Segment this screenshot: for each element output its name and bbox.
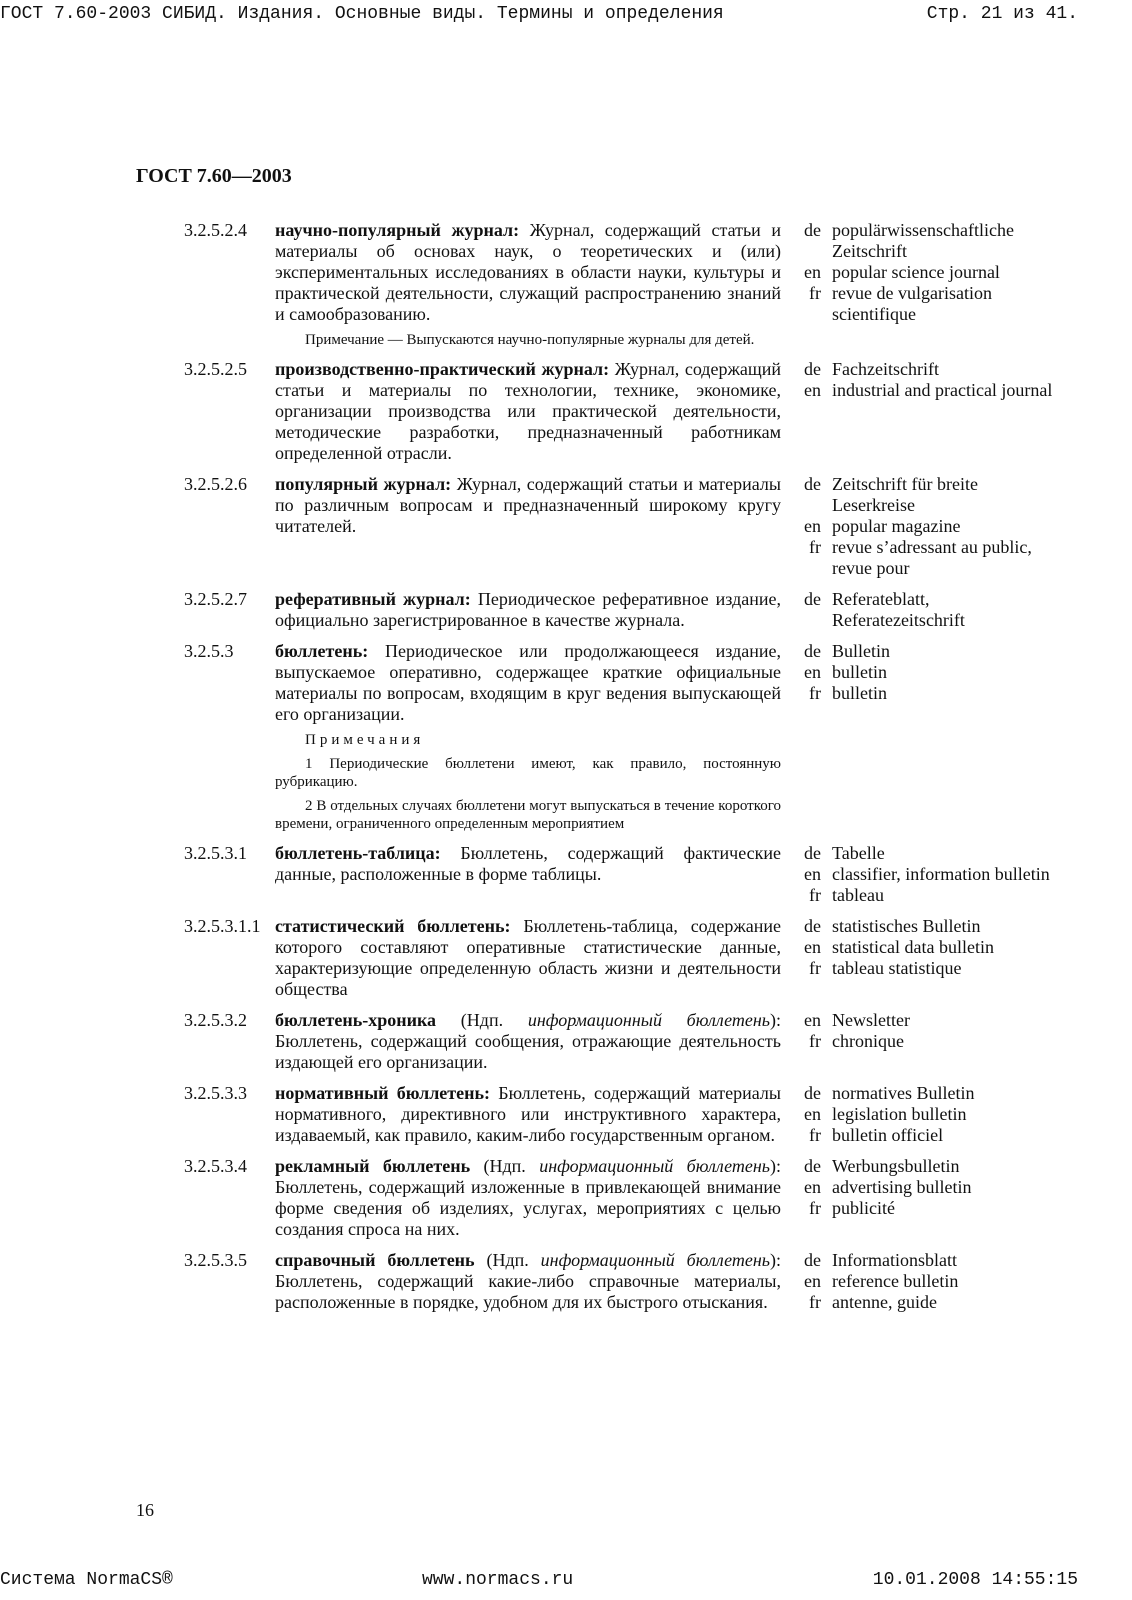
foreign-equivalent-row [795,283,1054,325]
entry-definition-text: ): Бюллетень, содержащий какие-либо справочные материалы, расположенные в порядке, удобном для их быстрого отыскания. [275,1250,781,1312]
foreign-term: bulletin [832,662,887,682]
foreign-term: statistisches Bulletin [832,916,981,936]
foreign-term: Tabelle [832,843,885,863]
entry-number: 3.2.5.3.1.1 [184,916,261,936]
foreign-term: revue s’adressant au public, revue pour [832,537,1032,578]
foreign-term: publicité [832,1198,895,1218]
language-code: fr [809,885,821,905]
foreign-equivalent-row [795,843,1054,864]
language-code: en [804,1010,821,1030]
header-page-info: Стр. 21 из 41. [926,4,1078,24]
foreign-term: Bulletin [832,641,890,661]
foreign-equivalent-row [795,1125,1054,1146]
language-code: en [804,516,821,536]
foreign-term: popular science journal [832,262,1000,282]
entry-number: 3.2.5.2.4 [184,220,247,240]
entry-number: 3.2.5.3.5 [184,1250,247,1270]
entry-term: научно-популярный журнал: [275,220,520,240]
foreign-equivalent-row [795,1031,1054,1052]
footer-system-name: Система NormaCS® [0,1570,173,1590]
entry-number: 3.2.5.3.2 [184,1010,247,1030]
foreign-equivalent-row [795,1156,1054,1177]
entry-notes [275,731,781,833]
entry-number: 3.2.5.3.4 [184,1156,247,1176]
language-code: de [804,1250,821,1270]
entry-definition [275,916,781,1000]
foreign-equivalent-row [795,958,1054,979]
entry-definition [275,359,781,464]
foreign-term: tableau statistique [832,958,962,978]
foreign-term: Referateblatt, Referatezeitschrift [832,589,965,630]
foreign-equivalent-row [795,1292,1054,1313]
notes-label: Примечания [305,732,425,748]
language-code: en [804,1104,821,1124]
entry-term: реферативный журнал: [275,589,471,609]
language-code: en [804,380,821,400]
foreign-term: Newsletter [832,1010,910,1030]
language-code: fr [809,683,821,703]
foreign-equivalent-row [795,864,1054,885]
entry-note [275,331,781,349]
foreign-equivalent-row [795,1010,1054,1031]
foreign-term: classifier, information bulletin [832,864,1050,884]
entry-definition-text: Журнал, содержащий статьи и материалы по технологии, технике, экономике, организации производства или практической деятельности, методические разработки, предназначенный работникам определенной отрасли. [275,359,782,463]
entry-deprecated-prefix: (Ндп. [474,1250,541,1270]
foreign-term: revue de vulgarisation scientifique [832,283,992,324]
entry-number: 3.2.5.2.5 [184,359,247,379]
entry-definition [275,843,781,885]
entry-definition [275,1250,781,1313]
foreign-equivalents [795,220,1054,325]
foreign-equivalents [795,474,1054,579]
entry-definition [275,1083,781,1146]
term-entries-list [184,220,1074,1323]
term-entry [184,474,1074,579]
language-code: en [804,1177,821,1197]
term-entry [184,1156,1074,1240]
entry-number: 3.2.5.2.7 [184,589,247,609]
page-number: 16 [136,1500,154,1520]
entry-term: бюллетень-таблица: [275,843,441,863]
foreign-term: statistical data bulletin [832,937,994,957]
footer-datetime: 10.01.2008 14:55:15 [872,1570,1078,1590]
language-code: en [804,662,821,682]
entry-definition-text: ): Бюллетень, содержащий изложенные в привлекающей внимание форме сведения об изделиях, услугах, мероприятиях с целью создания спроса на них. [275,1156,781,1239]
entry-term: статистический бюллетень: [275,916,511,936]
foreign-equivalent-row [795,474,1054,516]
foreign-equivalent-row [795,359,1054,380]
entry-term: производственно-практический журнал: [275,359,610,379]
term-entry [184,1083,1074,1146]
foreign-term: industrial and practical journal [832,380,1053,400]
foreign-equivalents [795,1010,1054,1052]
foreign-equivalents [795,641,1054,704]
foreign-term: chronique [832,1031,904,1051]
entry-definition [275,1010,781,1073]
term-entry [184,843,1074,906]
foreign-equivalent-row [795,220,1054,262]
language-code: de [804,1083,821,1103]
foreign-equivalent-row [795,1198,1054,1219]
entry-number: 3.2.5.3.1 [184,843,247,863]
foreign-equivalent-row [795,937,1054,958]
entry-number: 3.2.5.2.6 [184,474,247,494]
entry-term: бюллетень: [275,641,369,661]
language-code: en [804,937,821,957]
term-entry [184,359,1074,464]
foreign-equivalent-row [795,1104,1054,1125]
entry-deprecated-term: информационный бюллетень [539,1156,770,1176]
entry-definition [275,1156,781,1240]
foreign-term: popular magazine [832,516,961,536]
footer-url[interactable]: www.normacs.ru [422,1570,574,1590]
note-item: 1 Периодические бюллетени имеют, как правило, постоянную рубрикацию. [275,756,781,790]
foreign-term: antenne, guide [832,1292,937,1312]
entry-definition-text: Периодическое реферативное издание, официально зарегистрированное в качестве журнала. [275,589,781,630]
foreign-term: advertising bulletin [832,1177,972,1197]
entry-number: 3.2.5.3 [184,641,234,661]
language-code: de [804,641,821,661]
foreign-equivalent-row [795,885,1054,906]
foreign-equivalent-row [795,641,1054,662]
foreign-equivalents [795,916,1054,979]
foreign-equivalents [795,1250,1054,1313]
entry-deprecated-term: информационный бюллетень [540,1250,770,1270]
entry-definition-text: Бюллетень, содержащий фактические данные, расположенные в форме таблицы. [275,843,781,884]
note-item: 2 В отдельных случаях бюллетени могут выпускаться в течение короткого времени, ограниченного определенным мероприятием [275,798,781,832]
entry-definition-text: Журнал, содержащий статьи и материалы по различным вопросам и предназначенный широкому кругу читателей. [275,474,782,536]
language-code: fr [809,1198,821,1218]
entry-definition-text: Журнал, содержащий статьи и материалы об основах наук, о теоретических и (или) экспериментальных исследованиях в области науки, культуры и практической деятельности, служащий распространению знаний и самообразованию. [275,220,781,324]
language-code: fr [809,958,821,978]
foreign-term: normatives Bulletin [832,1083,975,1103]
entry-term: справочный бюллетень [275,1250,475,1270]
entry-term: нормативный бюллетень: [275,1083,490,1103]
term-entry [184,1010,1074,1073]
foreign-equivalent-row [795,1271,1054,1292]
language-code: fr [809,1292,821,1312]
entry-definition [275,589,781,631]
language-code: fr [809,1031,821,1051]
foreign-equivalent-row [795,916,1054,937]
entry-deprecated-prefix: (Ндп. [470,1156,540,1176]
header-document-title: ГОСТ 7.60-2003 СИБИД. Издания. Основные виды. Термины и определения [0,4,724,24]
entry-term: бюллетень-хроника [275,1010,437,1030]
foreign-term: reference bulletin [832,1271,959,1291]
entry-definition [275,220,781,325]
entry-definition [275,474,781,537]
entry-definition-text: ): Бюллетень, содержащий сообщения, отражающие деятельность издающей его организации. [275,1010,781,1072]
language-code: de [804,474,821,494]
foreign-term: Fachzeitschrift [832,359,939,379]
entry-term: популярный журнал: [275,474,452,494]
foreign-equivalents [795,843,1054,906]
entry-number: 3.2.5.3.3 [184,1083,247,1103]
foreign-term: tableau [832,885,884,905]
language-code: fr [809,283,821,303]
foreign-equivalents [795,1156,1054,1219]
entry-definition [275,641,781,725]
entry-deprecated-prefix: (Ндп. [436,1010,528,1030]
language-code: en [804,262,821,282]
entry-definition-text: Периодическое или продолжающееся издание, выпускаемое оперативно, содержащее краткие официальные материалы по вопросам, входящим в круг ведения выпускающей его организации. [275,641,781,724]
foreign-equivalent-row [795,589,1054,631]
language-code: de [804,220,821,240]
foreign-equivalent-row [795,380,1054,401]
foreign-term: Werbungsbulletin [832,1156,960,1176]
language-code: de [804,589,821,609]
term-entry [184,1250,1074,1313]
foreign-equivalent-row [795,1177,1054,1198]
language-code: de [804,359,821,379]
language-code: en [804,864,821,884]
term-entry [184,916,1074,1000]
foreign-term: Informationsblatt [832,1250,957,1270]
entry-deprecated-term: информационный бюллетень [527,1010,770,1030]
foreign-equivalents [795,359,1054,401]
language-code: fr [809,537,821,557]
language-code: fr [809,1125,821,1145]
foreign-equivalent-row [795,1083,1054,1104]
entry-term: рекламный бюллетень [275,1156,471,1176]
language-code: en [804,1271,821,1291]
entry-definition-text: Бюллетень, содержащий материалы нормативного, директивного или инструктивного характера, издаваемый, как правило, каким-либо государственным органом. [275,1083,781,1145]
foreign-equivalent-row [795,516,1054,537]
foreign-equivalent-row [795,537,1054,579]
foreign-term: Zeitschrift für breite Leserkreise [832,474,978,515]
foreign-term: legislation bulletin [832,1104,967,1124]
foreign-equivalent-row [795,683,1054,704]
foreign-equivalents [795,1083,1054,1146]
document-code: ГОСТ 7.60—2003 [136,165,292,187]
foreign-equivalent-row [795,262,1054,283]
term-entry [184,641,1074,833]
term-entry [184,220,1074,349]
term-entry [184,589,1074,631]
foreign-term: populärwissenschaftliche Zeitschrift [832,220,1014,261]
language-code: de [804,1156,821,1176]
foreign-equivalents [795,589,1054,631]
foreign-equivalent-row [795,1250,1054,1271]
language-code: de [804,843,821,863]
note-text: Примечание — Выпускаются научно-популярные журналы для детей. [305,332,755,348]
foreign-term: bulletin [832,683,887,703]
entry-definition-text: Бюллетень-таблица, содержание которого составляют оперативные статистические данные, характеризующие определенную область жизни и деятельности общества [275,916,781,999]
foreign-term: bulletin officiel [832,1125,944,1145]
foreign-equivalent-row [795,662,1054,683]
language-code: de [804,916,821,936]
